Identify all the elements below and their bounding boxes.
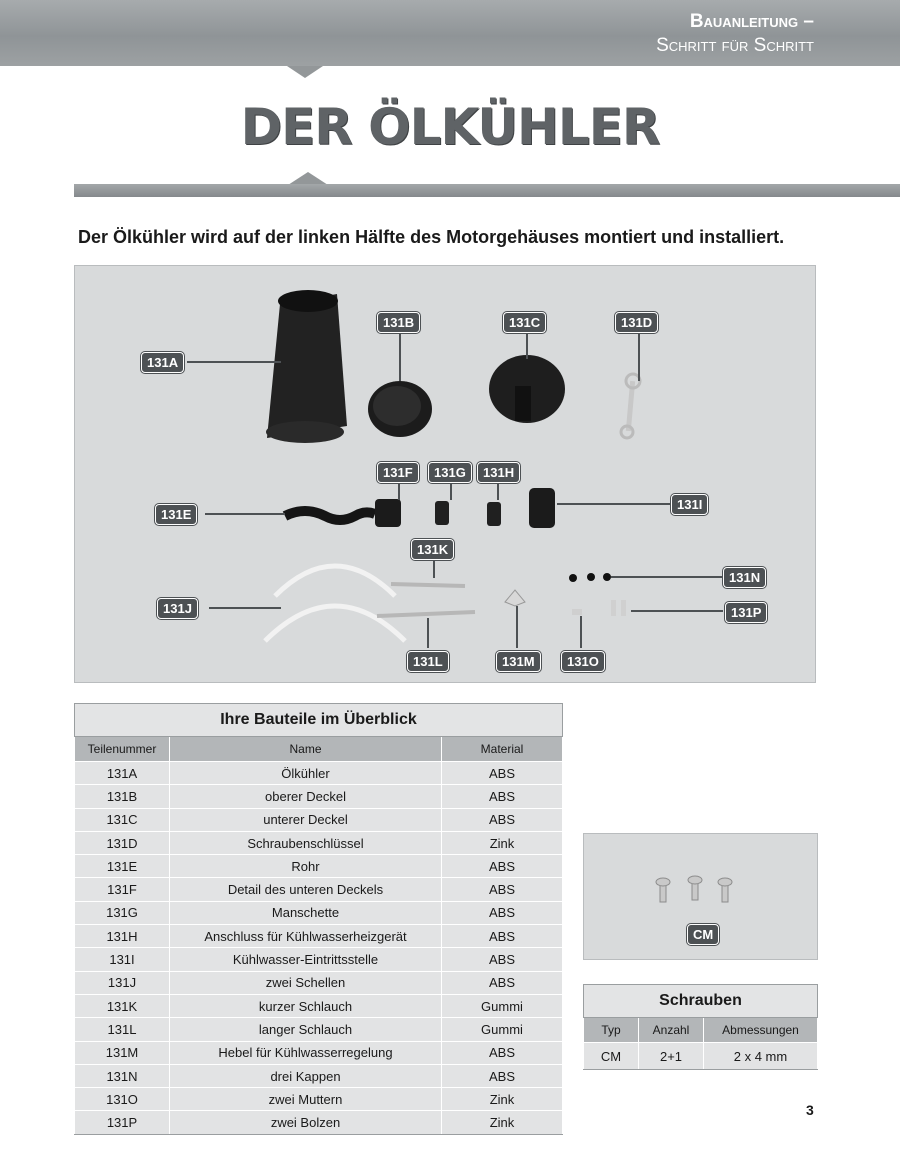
part-number-cell: 131C [75, 808, 170, 831]
parts-table-caption: Ihre Bauteile im Überblick [75, 704, 563, 737]
screw-type-cell: CM [584, 1043, 639, 1070]
lower-lid-detail-part [375, 499, 401, 527]
part-number-cell: 131K [75, 994, 170, 1017]
part-material-cell: ABS [442, 1041, 563, 1064]
leader-131f [398, 480, 400, 500]
part-name-cell: Rohr [170, 855, 442, 878]
parts-table-header: Material [442, 737, 563, 762]
label-131m: 131M [496, 651, 541, 672]
screw-table-header: Abmessungen [704, 1018, 818, 1043]
table-row [75, 808, 563, 831]
leader-131l [427, 618, 429, 648]
part-material-cell: ABS [442, 971, 563, 994]
parts-table-header: Name [170, 737, 442, 762]
page-number: 3 [806, 1102, 814, 1118]
part-name-cell: zwei Muttern [170, 1088, 442, 1111]
screw-photo [583, 833, 818, 960]
part-material-cell: Zink [442, 1111, 563, 1134]
table-row [75, 855, 563, 878]
screw-table-row [584, 1043, 818, 1070]
part-name-cell: Hebel für Kühlwasserregelung [170, 1041, 442, 1064]
header-band [0, 0, 900, 66]
label-131j: 131J [157, 598, 198, 619]
part-material-cell: ABS [442, 1064, 563, 1087]
table-row [75, 762, 563, 785]
part-material-cell: Zink [442, 831, 563, 854]
parts-photo [74, 265, 816, 683]
part-number-cell: 131E [75, 855, 170, 878]
part-number-cell: 131G [75, 901, 170, 924]
upper-lid-part [368, 381, 432, 437]
leader-131p [631, 610, 723, 612]
table-row [75, 901, 563, 924]
wrench-part [621, 374, 640, 438]
label-131g: 131G [428, 462, 472, 483]
label-131p: 131P [725, 602, 767, 623]
page-title: DER ÖLKÜHLER [240, 98, 660, 156]
heater-connector-part [487, 502, 501, 526]
label-131a: 131A [141, 352, 184, 373]
leader-131d [638, 329, 640, 381]
part-material-cell: ABS [442, 762, 563, 785]
short-hose-part [391, 584, 465, 586]
part-number-cell: 131L [75, 1018, 170, 1041]
bolts-part [611, 600, 616, 616]
part-number-cell: 131P [75, 1111, 170, 1134]
part-material-cell: ABS [442, 901, 563, 924]
leader-131e [205, 513, 285, 515]
parts-table-header: Teilenummer [75, 737, 170, 762]
screw-table [583, 984, 818, 1070]
part-number-cell: 131O [75, 1088, 170, 1111]
part-name-cell: kurzer Schlauch [170, 994, 442, 1017]
leader-131m [516, 606, 518, 648]
part-name-cell: Anschluss für Kühlwasserheizgerät [170, 925, 442, 948]
label-131n: 131N [723, 567, 766, 588]
lever-part [505, 590, 525, 606]
part-name-cell: Ölkühler [170, 762, 442, 785]
part-name-cell: Manschette [170, 901, 442, 924]
part-material-cell: ABS [442, 808, 563, 831]
part-material-cell: ABS [442, 878, 563, 901]
sleeve-part [435, 501, 449, 525]
table-row [75, 1018, 563, 1041]
part-number-cell: 131J [75, 971, 170, 994]
series-title [656, 10, 814, 58]
part-number-cell: 131N [75, 1064, 170, 1087]
part-material-cell: Zink [442, 1088, 563, 1111]
table-row [75, 785, 563, 808]
table-row [75, 948, 563, 971]
label-131k: 131K [411, 539, 454, 560]
leader-131h [497, 480, 499, 500]
screw-table-caption: Schrauben [584, 985, 818, 1018]
part-name-cell: Detail des unteren Deckels [170, 878, 442, 901]
table-row [75, 1111, 563, 1134]
clamps-part [265, 566, 405, 641]
part-name-cell: langer Schlauch [170, 1018, 442, 1041]
table-row [75, 1088, 563, 1111]
part-name-cell: unterer Deckel [170, 808, 442, 831]
table-row [75, 1064, 563, 1087]
leader-131c [526, 329, 528, 359]
table-row [75, 925, 563, 948]
part-number-cell: 131A [75, 762, 170, 785]
pipe-part [285, 511, 375, 520]
part-material-cell: ABS [442, 925, 563, 948]
nuts-part [572, 609, 582, 615]
part-name-cell: oberer Deckel [170, 785, 442, 808]
label-131i: 131I [671, 494, 708, 515]
part-number-cell: 131M [75, 1041, 170, 1064]
part-number-cell: 131H [75, 925, 170, 948]
table-row [75, 994, 563, 1017]
leader-131b [399, 329, 401, 381]
part-material-cell: ABS [442, 948, 563, 971]
screw-table-header: Typ [584, 1018, 639, 1043]
label-131e: 131E [155, 504, 197, 525]
title-rule [74, 184, 900, 197]
part-number-cell: 131F [75, 878, 170, 901]
label-131f: 131F [377, 462, 419, 483]
part-name-cell: drei Kappen [170, 1064, 442, 1087]
part-name-cell: Schraubenschlüssel [170, 831, 442, 854]
series-title-line2: Schritt für Schritt [656, 35, 814, 56]
parts-table-body [75, 762, 563, 1135]
table-row [75, 971, 563, 994]
series-title-line1: Bauanleitung – [689, 11, 814, 32]
label-131d: 131D [615, 312, 658, 333]
label-131h: 131H [477, 462, 520, 483]
leader-131a [187, 361, 281, 363]
part-material-cell: ABS [442, 855, 563, 878]
lower-lid-part [489, 355, 565, 423]
screw-table-header: Anzahl [639, 1018, 704, 1043]
leader-131o [580, 616, 582, 648]
table-row [75, 831, 563, 854]
leader-131i [557, 503, 671, 505]
intro-text: Der Ölkühler wird auf der linken Hälfte des Motorgehäuses montiert und installiert. [78, 227, 785, 247]
part-name-cell: zwei Bolzen [170, 1111, 442, 1134]
part-number-cell: 131D [75, 831, 170, 854]
label-cm: CM [687, 924, 719, 945]
leader-131j [209, 607, 281, 609]
part-name-cell: Kühlwasser-Eintrittsstelle [170, 948, 442, 971]
screw-size-cell: 2 x 4 mm [704, 1043, 818, 1070]
label-131l: 131L [407, 651, 449, 672]
inlet-part [529, 488, 555, 528]
header-notch [287, 66, 323, 78]
caps-part [569, 573, 611, 582]
label-131o: 131O [561, 651, 605, 672]
label-131b: 131B [377, 312, 420, 333]
leader-131n [611, 576, 723, 578]
leader-131g [450, 480, 452, 500]
label-131c: 131C [503, 312, 546, 333]
parts-table [74, 703, 563, 1135]
part-material-cell: Gummi [442, 1018, 563, 1041]
part-material-cell: Gummi [442, 994, 563, 1017]
part-number-cell: 131I [75, 948, 170, 971]
part-name-cell: zwei Schellen [170, 971, 442, 994]
table-row [75, 878, 563, 901]
part-number-cell: 131B [75, 785, 170, 808]
long-hose-part [377, 612, 475, 616]
oil-cooler-part [266, 290, 347, 443]
screw-count-cell: 2+1 [639, 1043, 704, 1070]
table-row [75, 1041, 563, 1064]
part-material-cell: ABS [442, 785, 563, 808]
